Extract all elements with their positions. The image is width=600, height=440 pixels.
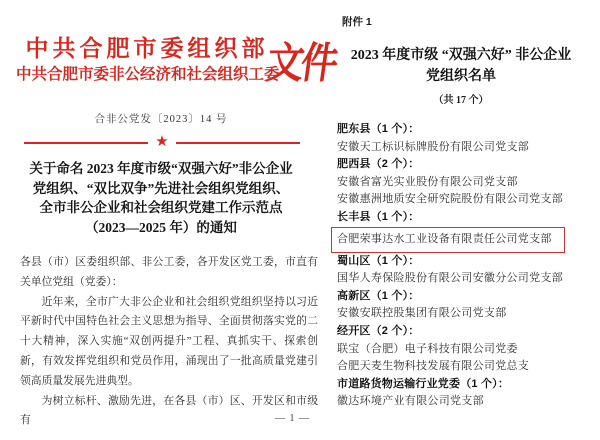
org-list-item: 安徽安联控股集团有限公司党支部 <box>337 307 507 320</box>
district-header: 高新区（1 个）： <box>337 289 420 302</box>
red-rule-right <box>176 142 300 144</box>
notice-paragraph-1: 近年来，全市广大非公企业和社会组织党组织坚持以习近平新时代中国特色社会主义思想为指导、全面贯彻落实党的二十大精神，深入实施“双创两提升”工程、真抓实干、探索创新，有效发挥党组织和党员作用，涌现出了一批高质量党建引领高质量发展先进典型。 <box>20 295 318 387</box>
attachment-title <box>322 45 600 87</box>
org-list-item: 安徽省富光实业股份有限公司党支部 <box>337 175 518 188</box>
district-header: 肥西县（2 个）： <box>337 158 420 171</box>
document-mark-wenjian: 文件 <box>263 39 339 87</box>
red-star-divider <box>24 135 300 150</box>
notice-title-line2: 党组织、“双比双争”先进社会组织党组织、 <box>32 180 290 196</box>
org-list-item: 安徽惠洲地质安全研究院股份有限公司党支部 <box>337 193 563 206</box>
notice-title-line4: （2023—2025 年）的通知 <box>85 219 237 235</box>
district-header: 市道路货物运输行业党委（1 个）： <box>337 377 510 390</box>
district-header: 蜀山区（1 个）： <box>337 254 420 267</box>
notice-salutation: 各县（市）区委组织部、非公工委，各开发区党工委，市直有关单位党组（党委）： <box>20 256 318 288</box>
attachment-title-line1: 2023 年度市级 “双强六好” 非公企业 <box>350 48 572 63</box>
attachment-page <box>322 0 600 440</box>
document-number: 合非公党发〔2023〕14 号 <box>94 114 228 125</box>
notice-title <box>6 159 316 237</box>
red-highlight-box: 合肥荣事达水工业设备有限责任公司党支部 <box>331 227 565 253</box>
attachment-count: （共 17 个） <box>433 95 489 106</box>
attachment-label: 附件 1 <box>342 16 372 28</box>
org-list-item <box>337 227 593 253</box>
org-list-item: 联宝（合肥）电子科技有限公司党委 <box>337 342 518 355</box>
district-header: 长丰县（1 个）： <box>337 210 420 223</box>
notice-paragraph-2: 为树立标杆、激励先进，在各县（市）区、开发区和市级有 <box>20 394 318 427</box>
page-number: — 1 — <box>275 413 310 424</box>
star-icon: ★ <box>155 134 169 150</box>
letterhead-org-line2: 中共合肥市委非公经济和社会组织工委 <box>16 66 280 83</box>
attachment-list <box>337 121 593 411</box>
letterhead-org-line1: 中共合肥市委组织部 <box>25 35 269 61</box>
attachment-title-line2: 党组织名单 <box>426 69 496 84</box>
red-rule-left <box>24 142 148 144</box>
org-list-item: 国华人寿保险股份有限公司安徽分公司党支部 <box>337 272 563 285</box>
org-list-item: 安徽天工标识标牌股份有限公司党支部 <box>337 140 530 153</box>
notice-body <box>20 253 318 431</box>
district-header: 肥东县（1 个）： <box>337 123 420 135</box>
org-list-item: 合肥天麦生物科技发展有限公司党总支 <box>337 360 530 373</box>
district-header: 经开区（2 个）： <box>337 324 420 337</box>
notice-title-line1: 关于命名 2023 年度市级“双强六好”非公企业 <box>29 161 293 176</box>
notice-title-line3: 全市非公企业和社会组织党建工作示范点 <box>39 200 283 215</box>
org-list-item: 徽达环境产业有限公司党支部 <box>337 395 484 408</box>
